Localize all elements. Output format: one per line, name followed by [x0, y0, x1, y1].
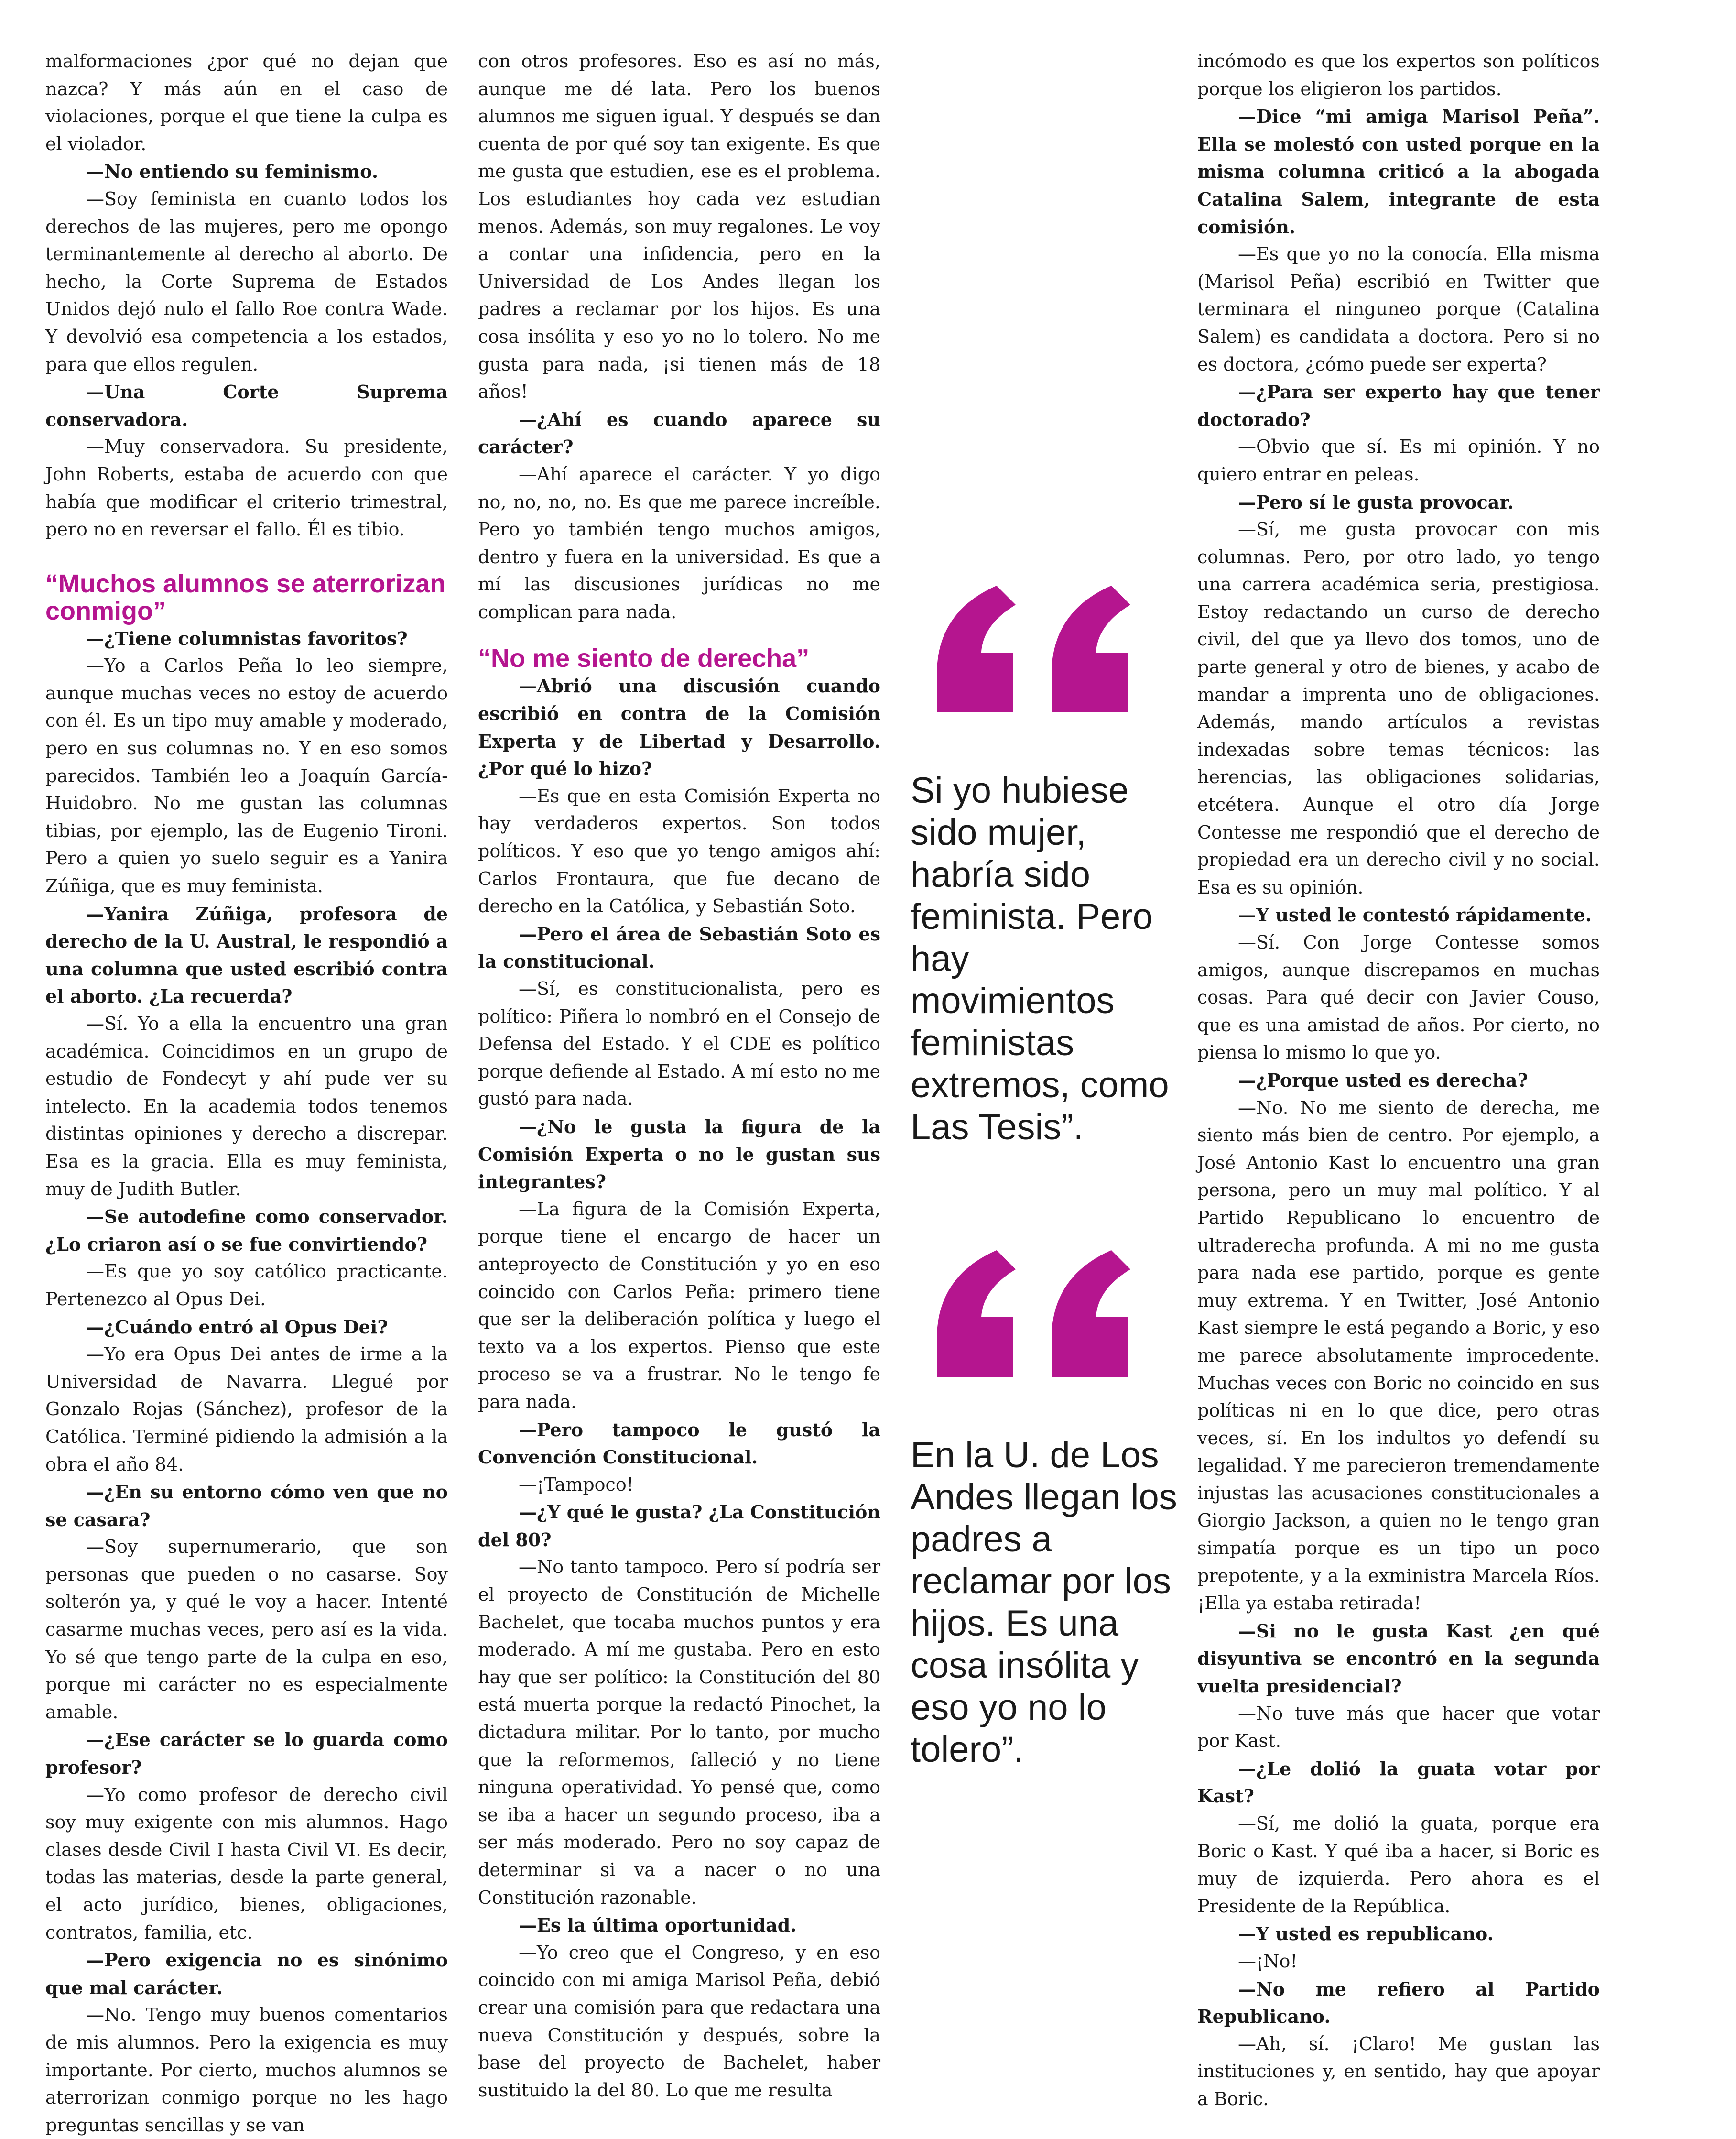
- interview-question: —Pero tampoco le gustó la Convención Constitucional.: [478, 1419, 880, 1468]
- body-paragraph: malformaciones ¿por qué no dejan que nazca? Y más aún en el caso de violaciones, porque el que tiene la culpa es el violador.: [45, 51, 448, 154]
- interview-answer: —Soy feminista en cuanto todos los derechos de las mujeres, pero me opongo terminantemente al derecho al aborto. De hecho, la Corte Suprema de Estados Unidos dejó nulo el fallo Roe contra Wade. Y devolvió esa competencia a los estados, para que ellos regulen.: [45, 188, 448, 375]
- interview-answer: —Sí, me dolió la guata, porque era Boric o Kast. Y qué iba a hacer, si Boric es muy de izquierda. Pero ahora es el Presidente de la República.: [1197, 1813, 1600, 1917]
- interview-question: —Se autodefine como conservador. ¿Lo criaron así o se fue convirtiendo?: [45, 1206, 448, 1255]
- interview-question: —No me refiero al Partido Republicano.: [1197, 1978, 1600, 2028]
- pull-quote-text: En la U. de Los Andes llegan los padres a reclamar por los hijos. Es una cosa insólita y eso yo no lo tolero”.: [911, 1435, 1177, 1770]
- interview-answer: —No. No me siento de derecha, me siento más bien de centro. Por ejemplo, a José Antonio Kast lo encuentro una gran persona, pero un muy mal político. Y al Partido Republicano lo encuentro de ultraderecha profunda. A mi no me gusta para nada ese partido, porque es gente muy extrema. Y en Twitter, José Antonio Kast siempre le está pegando a Boric, y eso me parece absolutamente improcedente. Muchas veces con Boric no coincido en sus políticas ni en lo que dice, pero otras veces, sí. En los indultos yo defendí su legalidad. Y me parecieron tremendamente injustas las acusaciones constitucionales a Giorgio Jackson, a quien no le tengo gran simpatía porque es un tipo un poco prepotente, y a la exministra Marcela Ríos. ¡Ella ya estaba retirada!: [1197, 1097, 1600, 1614]
- quote-mark-icon: [911, 1229, 1178, 1434]
- interview-question: —Pero el área de Sebastián Soto es la constitucional.: [478, 923, 880, 972]
- interview-question: —¿Tiene columnistas favoritos?: [86, 627, 408, 649]
- interview-answer: —Obvio que sí. Es mi opinión. Y no quiero entrar en peleas.: [1197, 436, 1600, 485]
- interview-answer: —Yo era Opus Dei antes de irme a la Universidad de Navarra. Llegué por Gonzalo Rojas (Sánchez), profesor de la Católica. Terminé pidiendo la admisión a la obra el año 84.: [45, 1343, 448, 1475]
- interview-question: —¿Y qué le gusta? ¿La Constitución del 80?: [478, 1501, 880, 1550]
- interview-question: —Abrió una discusión cuando escribió en contra de la Comisión Experta y de Libertad y Desarrollo. ¿Por qué lo hizo?: [478, 675, 880, 780]
- section-heading: “No me siento de derecha”: [478, 644, 810, 673]
- interview-answer: —Yo a Carlos Peña lo leo siempre, aunque muchas veces no estoy de acuerdo con él. Es un tipo muy amable y moderado, pero en sus columnas no. Y en eso somos parecidos. También leo a Joaquín García-Huidobro. No me gustan las columnas tibias, por ejemplo, las de Eugenio Tironi. Pero a quien yo suelo seguir es a Yanira Zúñiga, que es muy feminista.: [45, 655, 448, 897]
- interview-question: —Yanira Zúñiga, profesora de derecho de la U. Austral, le respondió a una columna que usted escribió contra el aborto. ¿La recuerda?: [45, 903, 448, 1007]
- interview-question: —Y usted le contestó rápidamente.: [1238, 904, 1592, 926]
- interview-answer: —Sí. Yo a ella la encuentro una gran académica. Coincidimos en un grupo de estudio de Fondecyt y ahí pude ver su intelecto. En la academia todos tenemos distintas opiniones y derecho a discrepar. Esa es la gracia. Ella es muy feminista, muy de Judith Butler.: [45, 1013, 448, 1200]
- interview-answer: —Soy supernumerario, que son personas que pueden o no casarse. Soy solterón ya, y qué le voy a hacer. Intenté casarme muchas veces, pero así es la vida. Yo sé que tengo parte de la culpa en eso, porque mi carácter no es especialmente amable.: [45, 1536, 448, 1723]
- interview-answer: —No tuve más que hacer que votar por Kast.: [1197, 1702, 1600, 1752]
- interview-question: —Y usted es republicano.: [1238, 1923, 1494, 1945]
- interview-question: —No entiendo su feminismo.: [86, 161, 379, 183]
- interview-answer: —Ah, sí. ¡Claro! Me gustan las instituciones y, en sentido, hay que apoyar a Boric.: [1197, 2033, 1600, 2109]
- pull-quote-text: Si yo hubiese sido mujer, habría sido feminista. Pero hay movimientos feministas extremos, como Las Tesis”.: [911, 770, 1169, 1147]
- interview-answer: —No tanto tampoco. Pero sí podría ser el proyecto de Constitución de Michelle Bachelet, que tocaba muchos puntos y era moderado. A mí me gustaba. Pero en esto hay que ser político: la Constitución del 80 está muerta porque la redactó Pinochet, la dictadura militar. Por lo tanto, por mucho que la reformemos, falleció y no tiene ninguna operatividad. Yo pensé que, como se iba a hacer un segundo proceso, iba a ser más moderado. Pero no soy capaz de determinar si va a nacer o no una Constitución razonable.: [478, 1556, 880, 1908]
- interview-answer: —Yo como profesor de derecho civil soy muy exigente con mis alumnos. Hago clases desde Civil I hasta Civil VI. Es decir, todas las materias, desde la parte general, el acto jurídico, bienes, obligaciones, contratos, familia, etc.: [45, 1784, 448, 1943]
- interview-question: —¿Porque usted es derecha?: [1238, 1069, 1528, 1091]
- interview-answer: —Es que en esta Comisión Experta no hay verdaderos expertos. Son todos políticos. Y eso que yo tengo amigos ahí: Carlos Frontaura, que fue decano de derecho en la Católica, y Sebastián Soto.: [478, 785, 880, 917]
- article-column-2: [478, 48, 880, 2104]
- interview-answer: —¡Tampoco!: [519, 1473, 634, 1495]
- section-heading: “Muchos alumnos se aterrorizan conmigo”: [45, 569, 446, 625]
- body-paragraph: con otros profesores. Eso es así no más, aunque me dé lata. Pero los buenos alumnos me siguen igual. Y después se dan cuenta de por qué soy tan exigente. Es que me gusta que estudien, ese es el problema. Los estudiantes hoy cada vez estudian menos. Además, son muy regalones. Le voy a contar una infidencia, pero en la Universidad de Los Andes llegan los padres a reclamar por los hijos. Es una cosa insólita y eso yo no lo tolero. No me gusta para nada, ¡si tienen más de 18 años!: [478, 51, 880, 403]
- interview-answer: —Es que yo no la conocía. Ella misma (Marisol Peña) escribió en Twitter que terminara el ninguneo porque (Catalina Salem) es candidata a doctora. Pero si no es doctora, ¿cómo puede ser experta?: [1197, 243, 1600, 375]
- interview-question: —¿Ese carácter se lo guarda como profesor?: [45, 1729, 448, 1779]
- interview-question: —¿En su entorno cómo ven que no se casara?: [45, 1481, 448, 1530]
- interview-answer: —Es que yo soy católico practicante. Pertenezco al Opus Dei.: [45, 1261, 448, 1310]
- interview-question: —Si no le gusta Kast ¿en qué disyuntiva se encontró en la segunda vuelta presidencial?: [1197, 1620, 1600, 1697]
- interview-question: —¿No le gusta la figura de la Comisión Experta o no le gustan sus integrantes?: [478, 1115, 880, 1193]
- interview-question: —¿Ahí es cuando aparece su carácter?: [478, 408, 880, 458]
- pull-quote-1: [911, 564, 1178, 1148]
- interview-answer: —Sí. Con Jorge Contesse somos amigos, aunque discrepamos en muchas cosas. Para qué decir con Javier Couso, que es una amistad de años. Por cierto, no piensa lo mismo lo que yo.: [1197, 932, 1600, 1063]
- quote-mark-icon: [911, 564, 1178, 770]
- interview-question: —Pero sí le gusta provocar.: [1238, 491, 1514, 513]
- interview-answer: —No. Tengo muy buenos comentarios de mis alumnos. Pero la exigencia es muy importante. Por cierto, muchos alumnos se aterrorizan conmigo porque no les hago preguntas sencillas y se van: [45, 2004, 448, 2136]
- body-paragraph: incómodo es que los expertos son políticos porque los eligieron los partidos.: [1197, 51, 1600, 99]
- interview-question: —¿Cuándo entró al Opus Dei?: [86, 1316, 388, 1338]
- interview-question: —Pero exigencia no es sinónimo que mal carácter.: [45, 1949, 448, 1998]
- interview-answer: —Ahí aparece el carácter. Y yo digo no, no, no, no. Es que me parece increíble. Pero yo también tengo muchos amigos, dentro y fuera en la universidad. Es que a mí las discusiones jurídicas no me complican para nada.: [478, 463, 880, 622]
- interview-answer: —Yo creo que el Congreso, y en eso coincido con mi amiga Marisol Peña, debió crear una comisión para que redactara una nueva Constitución y después, sobre la base del proyecto de Bachelet, haber sustituido la del 80. Lo que me resulta: [478, 1942, 880, 2101]
- article-column-4: [1197, 48, 1600, 2113]
- interview-question: —¿Le dolió la guata votar por Kast?: [1197, 1757, 1600, 1807]
- interview-answer: —Sí, es constitucionalista, pero es político: Piñera lo nombró en el Consejo de Defensa del Estado. Y el CDE es político porque defiende al Estado. A mí esto no me gustó para nada.: [478, 978, 880, 1110]
- interview-question: —¿Para ser experto hay que tener doctorado?: [1197, 381, 1600, 430]
- pull-quote-2: [911, 1229, 1178, 1771]
- interview-question: —Dice “mi amiga Marisol Peña”. Ella se molestó con usted porque en la misma columna criticó a la abogada Catalina Salem, integrante de esta comisión.: [1197, 106, 1600, 238]
- interview-question: —Es la última oportunidad.: [519, 1914, 797, 1936]
- interview-answer: —La figura de la Comisión Experta, porque tiene el encargo de hacer un anteproyecto de Constitución y yo en eso coincido con Carlos Peña: primero tiene que ser la deliberación política y luego el texto va a los expertos. Pienso que este proceso se va a frustrar. No le tengo fe para nada.: [478, 1198, 880, 1412]
- interview-answer: —Sí, me gusta provocar con mis columnas. Pero, por otro lado, yo tengo una carrera académica seria, prestigiosa. Estoy redactando un curso de derecho civil, del que ya llevo dos tomos, uno de parte general y otro de bienes, y acabo de mandar a imprenta uno de obligaciones. Además, mando artículos a revistas indexadas sobre temas técnicos: las herencias, las obligaciones solidarias, etcétera. Aunque el otro día Jorge Contesse me respondió que el derecho de propiedad era un derecho civil y no social. Esa es su opinión.: [1197, 519, 1600, 898]
- interview-answer: —Muy conservadora. Su presidente, John Roberts, estaba de acuerdo con que había que modificar el criterio trimestral, pero no en reversar el fallo. Él es tibio.: [45, 436, 448, 540]
- interview-question: —Una Corte Suprema conservadora.: [45, 381, 448, 430]
- interview-answer: —¡No!: [1238, 1950, 1298, 1972]
- article-column-1: [45, 48, 448, 2139]
